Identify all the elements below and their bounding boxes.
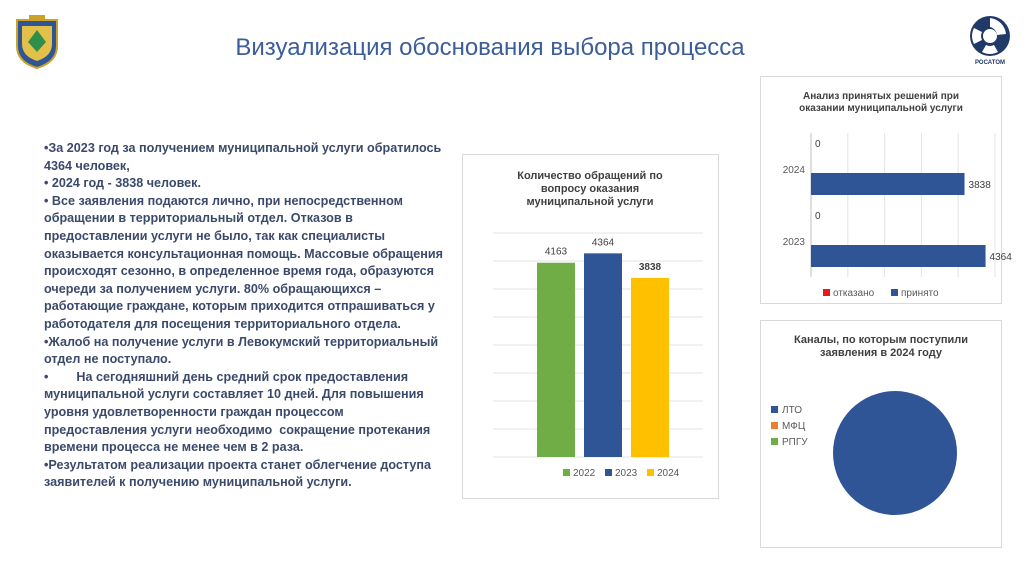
data-label-2024: 3838 — [638, 261, 662, 273]
text-point: •За 2023 год за получением муниципальной услуги обратилось 4364 человек, — [44, 141, 442, 173]
bar-2024 — [631, 278, 669, 457]
decisions-bar-chart-svg — [761, 77, 1012, 303]
legend-label-принято: принято — [901, 288, 939, 299]
chart-title: Каналы, по которым поступили — [794, 334, 968, 346]
channels-pie-chart — [760, 320, 1002, 548]
legend-swatch-принято — [891, 289, 898, 296]
text-block — [44, 140, 444, 492]
data-label-отказано-2023: 0 — [815, 211, 821, 222]
data-label-2023: 4364 — [591, 237, 615, 249]
data-label-отказано-2024: 0 — [815, 139, 821, 150]
legend-label-2024: 2024 — [657, 468, 680, 479]
text-point: • 2024 год - 3838 человек. — [44, 176, 201, 191]
legend-label-2023: 2023 — [615, 468, 638, 479]
data-label-принято-2023: 4364 — [989, 252, 1012, 263]
page-title: Визуализация обоснования выбора процесса — [235, 34, 745, 61]
legend-label-РПГУ: РПГУ — [782, 437, 808, 448]
coat-of-arms-logo — [14, 14, 60, 70]
legend-label-2022: 2022 — [573, 468, 596, 479]
rosatom-logo-text: РОСАТОМ — [975, 60, 1005, 66]
legend-label-ЛТО: ЛТО — [782, 405, 802, 416]
slice-ЛТО — [833, 391, 957, 515]
bar-принято-2024 — [811, 173, 965, 195]
chart-title: Количество обращений по — [517, 170, 663, 182]
chart-title: оказании муниципальной услуги — [799, 103, 963, 114]
legend-swatch-РПГУ — [771, 438, 778, 445]
chart-title: Анализ принятых решений при — [803, 91, 959, 102]
decisions-bar-chart — [760, 76, 1012, 304]
chart-title: муниципальной услуги — [526, 196, 654, 208]
chart-title: вопросу оказания — [540, 183, 640, 195]
bar-2023 — [584, 253, 622, 457]
text-point: •Жалоб на получение услуги в Левокумский территориальный отдел не поступало. — [44, 334, 439, 367]
tick-label-2023: 2023 — [782, 237, 805, 248]
tick-label-2024: 2024 — [782, 165, 805, 176]
chart-title: заявления в 2024 году — [820, 347, 942, 359]
requests-bar-chart-svg — [463, 155, 718, 498]
text-point: • Все заявления подаются лично, при непосредственном обращении в территориальный отдел. Отказов в предоставлении услуги не было, так как специалисты оказывается консультационная помощь. Массовые обращения происходят сезонно, в определенное время года, образуются очереди за получением услуги. 80% обращающихся – работающие граждане, которым приходится отпрашиваться у работодателя для посещения территориального отдела. — [44, 193, 443, 331]
data-label-принято-2024: 3838 — [968, 180, 991, 191]
legend-label-МФЦ: МФЦ — [782, 421, 806, 432]
legend-swatch-2022 — [563, 469, 570, 476]
legend-swatch-МФЦ — [771, 422, 778, 429]
requests-bar-chart — [462, 154, 719, 499]
legend-swatch-2024 — [647, 469, 654, 476]
legend-label-отказано: отказано — [833, 288, 875, 299]
legend-swatch-2023 — [605, 469, 612, 476]
channels-pie-chart-svg — [761, 321, 1001, 547]
text-point: •Результатом реализации проекта станет облегчение доступа заявителей к получению муниципальной услуги. — [44, 457, 431, 490]
data-label-2022: 4163 — [544, 246, 568, 258]
rosatom-logo — [968, 14, 1012, 64]
legend-swatch-отказано — [823, 289, 830, 296]
text-point: • На сегодняшний день средний срок предоставления муниципальной услуги составляет 10 дней. Для повышения уровня удовлетворенности граждан процессом предоставления услуги необходимо сокращение протекания времени процесса не менее чем в 2 раза. — [44, 369, 434, 455]
bar-2022 — [537, 263, 575, 457]
bar-принято-2023 — [811, 245, 986, 267]
legend-swatch-ЛТО — [771, 406, 778, 413]
